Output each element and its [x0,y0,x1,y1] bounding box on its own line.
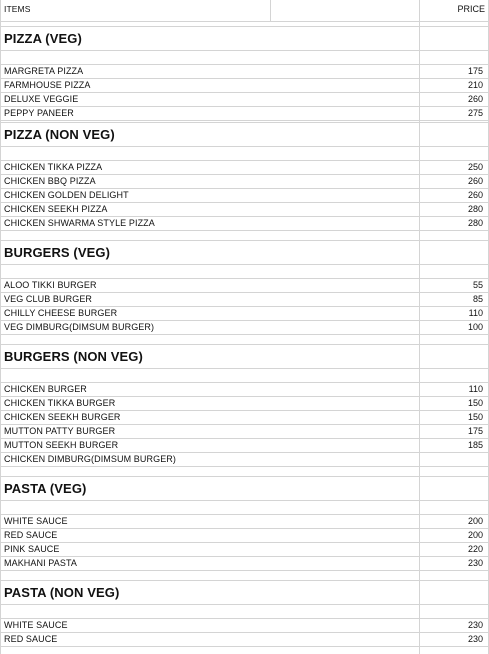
section-title: PIZZA (VEG) [4,31,82,46]
menu-item-name: RED SAUCE [4,530,58,540]
menu-item-price: 230 [467,634,483,644]
menu-item-price: 200 [467,530,483,540]
menu-item-row [0,175,489,189]
menu-item-row [0,383,489,397]
menu-item-row [0,633,489,647]
menu-item-row [0,321,489,335]
spacer-row [0,51,489,65]
menu-item-price: 185 [467,440,483,450]
section-title: PASTA (NON VEG) [4,585,120,600]
menu-item-name: RED SAUCE [4,634,58,644]
section-title: PASTA (VEG) [4,481,87,496]
menu-item-price: 260 [467,176,483,186]
menu-item-row [0,79,489,93]
menu-item-row [0,93,489,107]
menu-item-price: 280 [467,218,483,228]
menu-item-row [0,279,489,293]
menu-item-price: 220 [467,544,483,554]
section-title-row [0,27,489,51]
menu-item-name: CHICKEN SEEKH PIZZA [4,204,108,214]
menu-item-name: MUTTON SEEKH BURGER [4,440,119,450]
spacer-row [0,605,489,619]
menu-item-price: 55 [472,280,483,290]
menu-item-row [0,515,489,529]
menu-item-row [0,293,489,307]
menu-item-price: 210 [467,80,483,90]
menu-item-row [0,397,489,411]
menu-item-row [0,453,489,467]
menu-item-row [0,189,489,203]
section-title-row [0,477,489,501]
menu-item-name: VEG DIMBURG(DIMSUM BURGER) [4,322,155,332]
menu-item-name: CHICKEN SEEKH BURGER [4,412,121,422]
menu-item-price: 175 [467,426,483,436]
menu-item-price: 230 [467,620,483,630]
menu-item-name: PEPPY PANEER [4,108,74,118]
section-title: PIZZA (NON VEG) [4,127,115,142]
menu-item-name: MUTTON PATTY BURGER [4,426,116,436]
spacer-row [0,147,489,161]
menu-item-name: CHICKEN BURGER [4,384,87,394]
menu-item-name: CHICKEN TIKKA BURGER [4,398,116,408]
menu-item-name: CHICKEN DIMBURG(DIMSUM BURGER) [4,454,177,464]
menu-item-row [0,543,489,557]
spacer-row [0,369,489,383]
menu-item-name: CHICKEN GOLDEN DELIGHT [4,190,129,200]
menu-item-name: CHICKEN TIKKA PIZZA [4,162,103,172]
menu-item-row [0,65,489,79]
section-title-row [0,345,489,369]
menu-item-row [0,425,489,439]
menu-item-price: 150 [467,412,483,422]
menu-item-row [0,619,489,633]
menu-item-price: 85 [472,294,483,304]
section-title: BURGERS (NON VEG) [4,349,143,364]
menu-item-row [0,307,489,321]
menu-item-name: PINK SAUCE [4,544,60,554]
menu-item-price: 110 [468,308,483,318]
menu-item-price: 260 [467,190,483,200]
menu-item-name: MARGRETA PIZZA [4,66,84,76]
menu-item-row [0,411,489,425]
section-title-row [0,123,489,147]
menu-item-name: MAKHANI PASTA [4,558,77,568]
items-column-header: ITEMS [4,4,31,14]
menu-item-price: 250 [467,162,483,172]
menu-item-name: CHILLY CHEESE BURGER [4,308,118,318]
section-title: BURGERS (VEG) [4,245,111,260]
menu-item-name: VEG CLUB BURGER [4,294,93,304]
menu-item-price: 175 [467,66,483,76]
header-row [0,0,489,22]
menu-item-name: WHITE SAUCE [4,620,68,630]
spacer-row [0,265,489,279]
menu-item-name: ALOO TIKKI BURGER [4,280,97,290]
section-title-row [0,581,489,605]
menu-item-name: DELUXE VEGGIE [4,94,79,104]
menu-item-row [0,557,489,571]
menu-item-price: 260 [467,94,483,104]
menu-item-price: 110 [468,384,483,394]
menu-item-price: 275 [467,108,483,118]
menu-item-name: FARMHOUSE PIZZA [4,80,91,90]
menu-item-name: CHICKEN BBQ PIZZA [4,176,96,186]
spacer-row [0,501,489,515]
menu-item-row [0,203,489,217]
menu-item-name: WHITE SAUCE [4,516,68,526]
section-title-row [0,241,489,265]
menu-item-price: 230 [467,558,483,568]
menu-item-price: 150 [467,398,483,408]
menu-item-row [0,439,489,453]
menu-item-row [0,529,489,543]
menu-item-row [0,217,489,231]
menu-item-price: 100 [467,322,483,332]
price-column-header: PRICE [457,4,485,14]
menu-item-price: 200 [467,516,483,526]
menu-item-row [0,161,489,175]
menu-item-price: 280 [467,204,483,214]
menu-item-name: CHICKEN SHWARMA STYLE PIZZA [4,218,155,228]
